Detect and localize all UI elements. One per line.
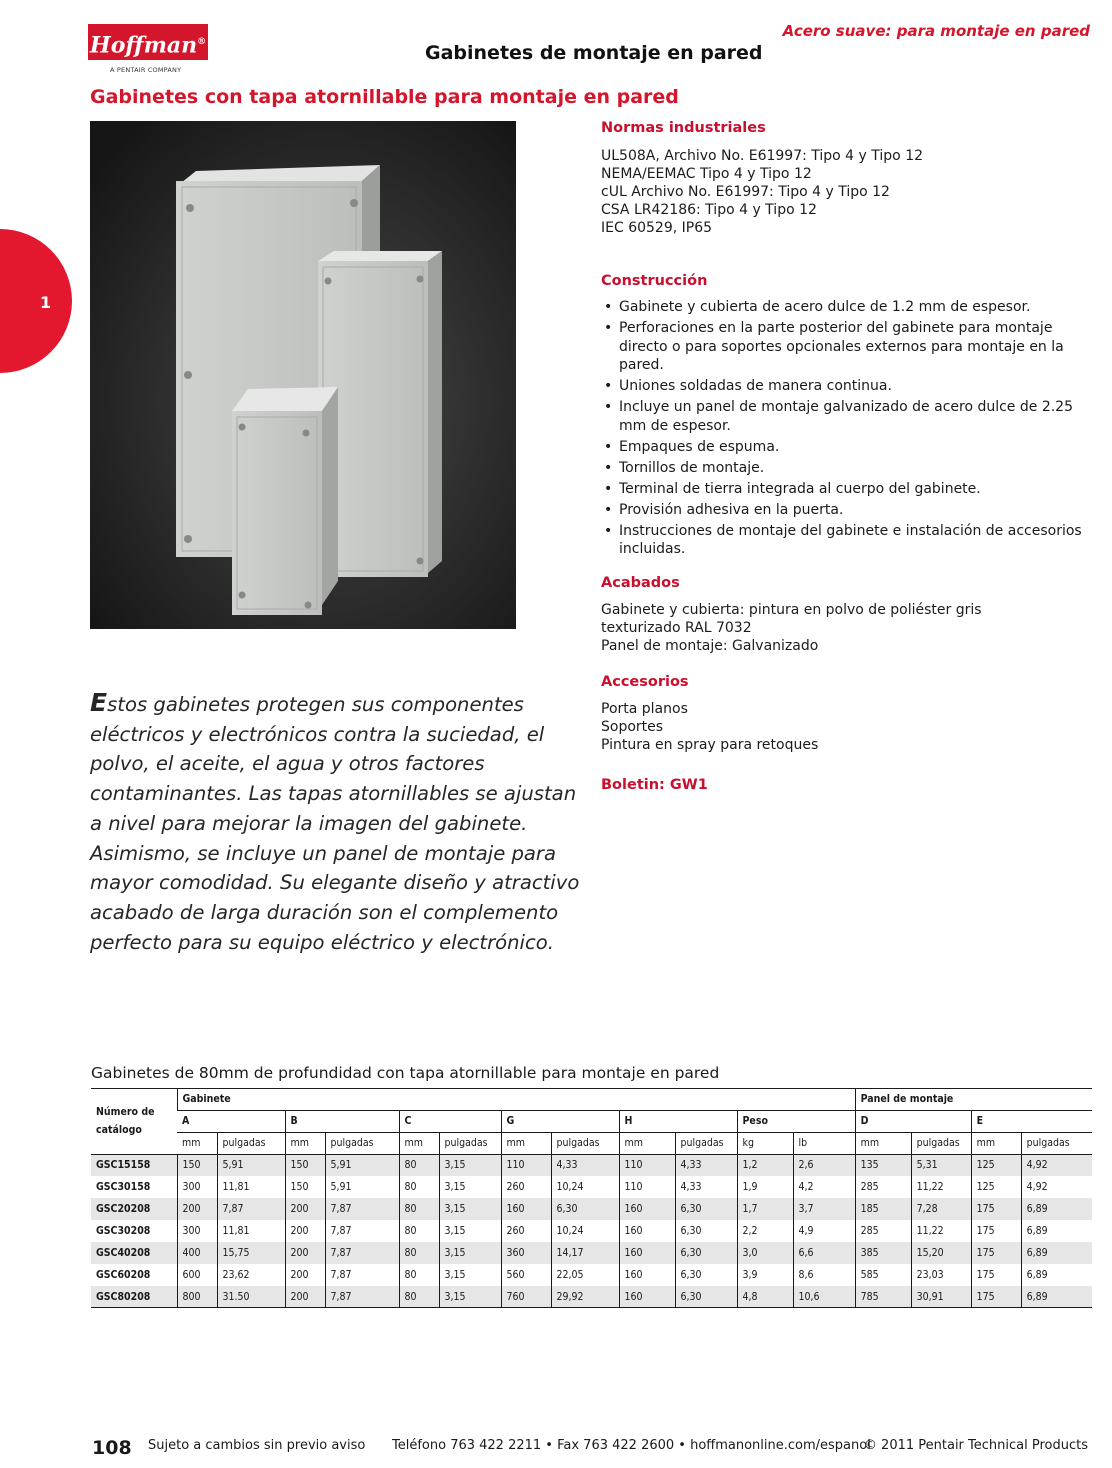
table-cell: 5,91 [325,1154,399,1176]
table-cell: 4,8 [737,1286,793,1308]
table-cell: 385 [855,1242,911,1264]
catalog-number: GSC30158 [96,1181,151,1193]
page-number: 108 [92,1437,132,1459]
spec-table-body [91,1154,1092,1308]
accessories-heading: Accesorios [601,674,689,690]
table-cell: 3,15 [439,1242,501,1264]
table-cell: 300 [177,1220,217,1242]
table-cell: 6,89 [1021,1198,1092,1220]
finishes-line: Gabinete y cubierta: pintura en polvo de poliéster gris texturizado RAL 7032 [601,602,982,636]
table-cell: 10,6 [793,1286,855,1308]
group-panel: Panel de montaje [855,1088,1092,1110]
table-cell: 160 [619,1198,675,1220]
page-heading: Gabinetes de montaje en pared [425,42,763,64]
unit-header: pulgadas [439,1132,501,1154]
table-cell: 110 [619,1154,675,1176]
table-cell: 125 [971,1176,1021,1198]
table-cell: 4,92 [1021,1176,1092,1198]
table-cell: 6,89 [1021,1242,1092,1264]
table-cell: 360 [501,1242,551,1264]
logo-brand: Hoffman [89,32,198,59]
table-cell: 300 [177,1176,217,1198]
table-cell: 125 [971,1154,1021,1176]
dim-header: E [971,1110,1092,1132]
unit-header: lb [793,1132,855,1154]
catalog-number: GSC40208 [96,1247,151,1259]
table-cell: 6,89 [1021,1286,1092,1308]
table-cell: 23,03 [911,1264,971,1286]
table-cell: 800 [177,1286,217,1308]
table-cell: 6,30 [675,1286,737,1308]
dim-header: H [619,1110,737,1132]
table-cell: 600 [177,1264,217,1286]
table-row [91,1176,1092,1198]
table-cell: 80 [399,1220,439,1242]
unit-header: mm [971,1132,1021,1154]
table-cell: 6,30 [675,1198,737,1220]
table-cell: 160 [619,1220,675,1242]
table-cell: 200 [177,1198,217,1220]
table-cell: 200 [285,1242,325,1264]
table-cell: 31.50 [217,1286,285,1308]
footer-note: Sujeto a cambios sin previo aviso [148,1438,366,1453]
catalog-number: GSC30208 [96,1225,151,1237]
table-cell: 10,24 [551,1176,619,1198]
standards-line: NEMA/EEMAC Tipo 4 y Tipo 12 [601,166,812,182]
table-row [91,1198,1092,1220]
table-cell: 135 [855,1154,911,1176]
footer-contact: Teléfono 763 422 2211 • Fax 763 422 2600 • hoffmanonline.com/espanol [392,1438,871,1453]
table-cell: 285 [855,1176,911,1198]
table-cell: 29,92 [551,1286,619,1308]
construction-item: • Instrucciones de montaje del gabinete e instalación de accesorios incluidas. [601,522,1089,559]
table-cell: 8,6 [793,1264,855,1286]
unit-header: kg [737,1132,793,1154]
logo-tagline: A PENTAIR COMPANY [110,66,182,74]
catalog-header: Número de catálogo [91,1088,177,1154]
table-cell: 7,87 [325,1286,399,1308]
accessories-line: Soportes [601,719,664,735]
section-tag: Acero suave: para montaje en pared [782,22,1090,40]
table-cell: 4,92 [1021,1154,1092,1176]
table-cell: 4,9 [793,1220,855,1242]
table-cell: 6,30 [551,1198,619,1220]
table-cell: 11,22 [911,1176,971,1198]
accessories-list [601,700,1091,754]
unit-header: pulgadas [551,1132,619,1154]
table-cell: 80 [399,1198,439,1220]
dim-header: C [399,1110,501,1132]
dim-header: A [177,1110,285,1132]
dim-header: G [501,1110,619,1132]
group-enclosure: Gabinete [177,1088,855,1110]
construction-item: • Provisión adhesiva en la puerta. [601,501,1089,520]
table-cell: 4,33 [551,1154,619,1176]
table-cell: 260 [501,1220,551,1242]
table-cell: 2,2 [737,1220,793,1242]
table-row [91,1220,1092,1242]
table-cell: 200 [285,1286,325,1308]
table-cell: 80 [399,1154,439,1176]
catalog-number: GSC80208 [96,1291,151,1303]
chapter-number: 1 [40,293,52,312]
table-cell: 200 [285,1198,325,1220]
unit-header: mm [619,1132,675,1154]
table-cell: 760 [501,1286,551,1308]
table-cell: 175 [971,1242,1021,1264]
table-cell: 80 [399,1176,439,1198]
table-cell: 7,87 [325,1220,399,1242]
table-cell: 1,7 [737,1198,793,1220]
unit-header: pulgadas [675,1132,737,1154]
table-cell: 3,15 [439,1220,501,1242]
table-cell: 185 [855,1198,911,1220]
dim-header-row [91,1110,1092,1132]
table-cell: 7,28 [911,1198,971,1220]
table-cell: 1,9 [737,1176,793,1198]
construction-heading: Construcción [601,273,708,289]
table-cell: 6,30 [675,1264,737,1286]
table-cell: 10,24 [551,1220,619,1242]
table-cell: 3,15 [439,1264,501,1286]
table-cell: 15,20 [911,1242,971,1264]
table-cell: 22,05 [551,1264,619,1286]
table-cell: 4,33 [675,1154,737,1176]
table-cell: 400 [177,1242,217,1264]
standards-line: IEC 60529, IP65 [601,220,713,236]
table-row [91,1264,1092,1286]
table-cell: 2,6 [793,1154,855,1176]
table-cell: 175 [971,1220,1021,1242]
table-cell: 3,15 [439,1198,501,1220]
standards-line: cUL Archivo No. E61997: Tipo 4 y Tipo 12 [601,184,890,200]
construction-item: • Tornillos de montaje. [601,459,1089,478]
finishes-list [601,601,1021,655]
table-cell: 260 [501,1176,551,1198]
finishes-line: Panel de montaje: Galvanizado [601,638,819,654]
finishes-heading: Acabados [601,575,680,591]
table-cell: 7,87 [325,1198,399,1220]
standards-line: CSA LR42186: Tipo 4 y Tipo 12 [601,202,817,218]
chapter-tab [0,229,72,373]
construction-list [601,298,1089,561]
table-cell: 200 [285,1264,325,1286]
table-cell: 160 [619,1286,675,1308]
standards-heading: Normas industriales [601,120,766,136]
table-cell: 11,22 [911,1220,971,1242]
table-cell: 160 [619,1242,675,1264]
table-cell: 11,81 [217,1220,285,1242]
construction-item: • Gabinete y cubierta de acero dulce de 1.2 mm de espesor. [601,298,1089,317]
bulletin-link[interactable]: Boletin: GW1 [601,777,708,793]
table-cell: 3,15 [439,1176,501,1198]
unit-header: mm [501,1132,551,1154]
construction-item: • Incluye un panel de montaje galvanizado de acero dulce de 2.25 mm de espesor. [601,398,1089,435]
unit-header: mm [399,1132,439,1154]
catalog-number: GSC20208 [96,1203,151,1215]
table-cell: 15,75 [217,1242,285,1264]
standards-list [601,147,1091,237]
standards-line: UL508A, Archivo No. E61997: Tipo 4 y Tipo 12 [601,148,924,164]
table-cell: 110 [501,1154,551,1176]
catalog-number: GSC15158 [96,1159,151,1172]
construction-item: • Terminal de tierra integrada al cuerpo del gabinete. [601,480,1089,499]
catalog-number: GSC60208 [96,1269,151,1281]
table-title: Gabinetes de 80mm de profundidad con tapa atornillable para montaje en pared [91,1064,720,1082]
table-row [91,1154,1092,1176]
unit-header: pulgadas [911,1132,971,1154]
table-row [91,1286,1092,1308]
unit-header: mm [285,1132,325,1154]
unit-header: pulgadas [217,1132,285,1154]
table-cell: 785 [855,1286,911,1308]
table-cell: 150 [285,1176,325,1198]
table-cell: 7,87 [325,1242,399,1264]
unit-header: pulgadas [1021,1132,1092,1154]
table-cell: 6,89 [1021,1264,1092,1286]
units-row [91,1132,1092,1154]
table-cell: 175 [971,1198,1021,1220]
table-cell: 11,81 [217,1176,285,1198]
table-cell: 7,87 [217,1198,285,1220]
table-cell: 80 [399,1286,439,1308]
construction-item: • Perforaciones en la parte posterior del gabinete para montaje directo o para soportes opcionales externos para montaje en la pared. [601,319,1089,375]
table-cell: 14,17 [551,1242,619,1264]
group-header-row [91,1088,1092,1110]
unit-header: mm [177,1132,217,1154]
spec-table [91,1088,1092,1308]
accessories-line: Porta planos [601,701,688,717]
table-cell: 6,89 [1021,1220,1092,1242]
table-cell: 30,91 [911,1286,971,1308]
footer-copyright: © 2011 Pentair Technical Products [863,1438,1088,1453]
table-cell: 285 [855,1220,911,1242]
table-cell: 6,30 [675,1242,737,1264]
table-cell: 5,91 [217,1154,285,1176]
table-cell: 585 [855,1264,911,1286]
unit-header: mm [855,1132,911,1154]
table-cell: 110 [619,1176,675,1198]
table-cell: 4,2 [793,1176,855,1198]
table-cell: 5,91 [325,1176,399,1198]
table-cell: 200 [285,1220,325,1242]
table-cell: 175 [971,1286,1021,1308]
table-cell: 6,30 [675,1220,737,1242]
table-cell: 7,87 [325,1264,399,1286]
table-cell: 3,0 [737,1242,793,1264]
product-title: Gabinetes con tapa atornillable para montaje en pared [90,86,679,108]
intro-drop-cap: E [90,688,108,717]
accessories-line: Pintura en spray para retoques [601,737,819,753]
table-cell: 560 [501,1264,551,1286]
table-cell: 1,2 [737,1154,793,1176]
enclosures-photo [90,121,516,629]
hoffman-logo [88,24,208,60]
table-cell: 160 [501,1198,551,1220]
table-cell: 3,9 [737,1264,793,1286]
intro-text: stos gabinetes protegen sus componentes eléctricos y electrónicos contra la suciedad, el polvo, el aceite, el agua y otros factores contaminantes. Las tapas atornillables se ajustan a nivel para mejorar la imagen del gabinete. Asimismo, se incluye un panel de montaje para mayor comodidad. Su elegante diseño y atractivo acabado de larga duración son el complemento perfecto para su equipo eléctrico y electrónico. [90,693,580,954]
table-cell: 80 [399,1242,439,1264]
table-cell: 4,33 [675,1176,737,1198]
table-cell: 160 [619,1264,675,1286]
table-cell: 80 [399,1264,439,1286]
table-row [91,1242,1092,1264]
dim-header: B [285,1110,399,1132]
table-cell: 150 [177,1154,217,1176]
table-cell: 6,6 [793,1242,855,1264]
construction-item: • Uniones soldadas de manera continua. [601,377,1089,396]
intro-paragraph [90,688,590,957]
unit-header: pulgadas [325,1132,399,1154]
table-cell: 175 [971,1264,1021,1286]
table-cell: 23,62 [217,1264,285,1286]
dim-header: D [855,1110,971,1132]
dim-header: Peso [737,1110,855,1132]
table-cell: 3,7 [793,1198,855,1220]
table-cell: 150 [285,1154,325,1176]
table-cell: 3,15 [439,1154,501,1176]
table-cell: 3,15 [439,1286,501,1308]
logo-registered: ® [197,37,207,47]
construction-item: • Empaques de espuma. [601,438,1089,457]
table-cell: 5,31 [911,1154,971,1176]
